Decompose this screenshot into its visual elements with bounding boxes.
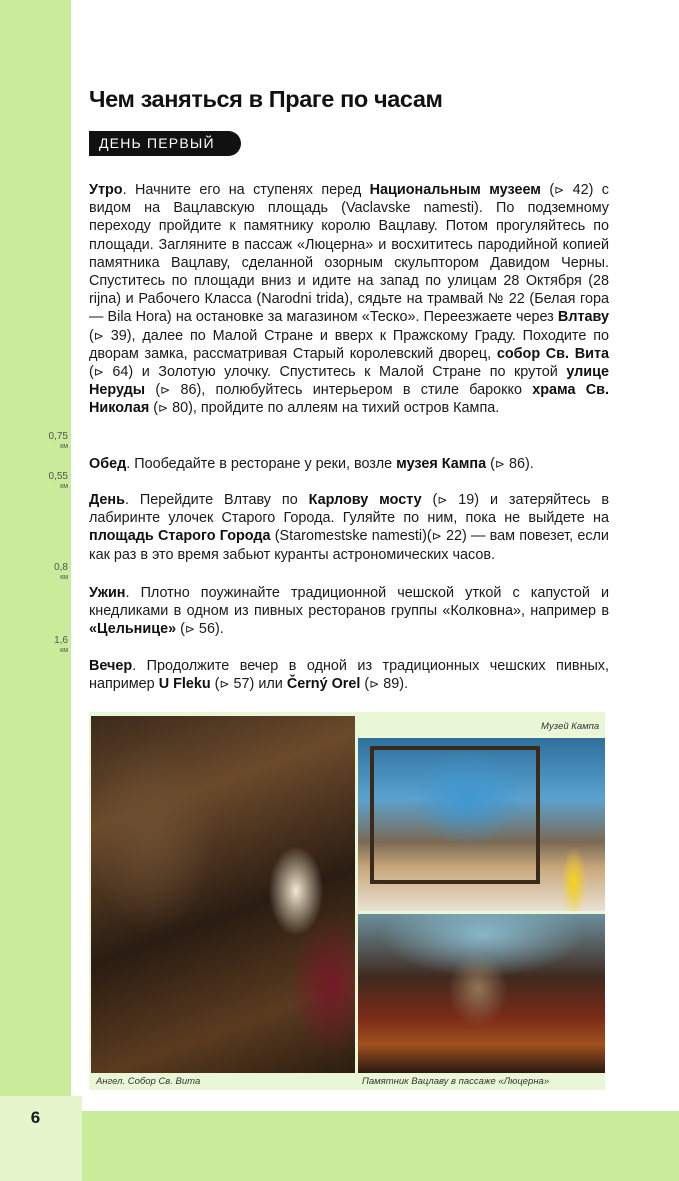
morning-paragraph xyxy=(89,181,609,418)
day-badge: ДЕНЬ ПЕРВЫЙ xyxy=(89,131,241,156)
text: ( xyxy=(210,676,220,693)
section-label: День xyxy=(89,492,125,508)
text: ( xyxy=(360,676,370,693)
section-label: Вечер xyxy=(89,658,133,674)
text: 56). xyxy=(194,621,224,638)
page-ref-arrow-icon: ⊳ xyxy=(184,622,195,637)
page-title: Чем заняться в Праге по часам xyxy=(89,86,443,112)
lucerna-photo-caption: Памятник Вацлаву в пассаже «Люцерна» xyxy=(362,1076,550,1087)
left-margin-band xyxy=(0,0,71,1096)
text: 39), далее по Малой Стране и вверх к Пражскому Граду. Походите по дворам замка, рассматривая Старый королевский дворец, xyxy=(89,327,609,362)
text: ( xyxy=(89,327,94,344)
text: ( xyxy=(176,621,185,638)
page-ref-arrow-icon: ⊳ xyxy=(369,677,380,692)
text: 42) с видом на Вацлавскую площадь (Vaclavske namesti). По подземному переходу пройдите к памятнику королю Вацлаву. Потом прогуляйтесь по площади. Загляните в пассаж «Люцерна» и восхититесь пародийной копией памятника Вацлаву, сделанной озорным скульптором Давидом Черны. Спуститесь по площади вниз и идите на запад по улицам 28 Октября (28 rijna) и Рабочего Класса (Narodni trida), сядьте на трамвай № 22 (Белая гора — Bila Hora) на остановке за магазином «Теско». Переезжаете через xyxy=(89,182,609,326)
text: . Начните его на ступенях перед xyxy=(122,182,370,198)
text: 89). xyxy=(379,676,409,693)
section-label: Обед xyxy=(89,456,127,472)
page-number: 6 xyxy=(30,1108,41,1127)
text: 86), полюбуйтесь интерьером в стиле барокко xyxy=(170,382,533,399)
dinner-paragraph xyxy=(89,584,609,639)
text: ( xyxy=(540,182,555,198)
place-name: Национальным музеем xyxy=(369,182,541,198)
page-ref-arrow-icon: ⊳ xyxy=(160,383,171,398)
section-label: Ужин xyxy=(89,585,126,601)
distance-marker xyxy=(36,636,68,654)
distance-unit: км xyxy=(60,442,68,450)
lucerna-statue-photo xyxy=(358,914,605,1073)
page-ref-arrow-icon: ⊳ xyxy=(554,183,565,197)
angel-photo-caption: Ангел. Собор Св. Вита xyxy=(96,1076,201,1087)
distance-value: 0,55 xyxy=(48,471,68,482)
text: ( xyxy=(145,382,161,399)
distance-value: 0,8 xyxy=(54,562,68,573)
distance-unit: км xyxy=(60,646,68,654)
day-paragraph xyxy=(89,491,609,564)
text: . Пообедайте в ресторане у реки, возле xyxy=(126,456,397,472)
place-name: Černý Orel xyxy=(286,676,361,693)
place-name: Влтаву xyxy=(557,309,609,326)
distance-unit: км xyxy=(60,573,68,581)
text: 64) и Золотую улочку. Спуститесь к Малой Стране по крутой xyxy=(103,364,567,381)
museum-photo-caption: Музей Кампа xyxy=(541,721,600,732)
distance-marker xyxy=(36,472,68,490)
text: ( xyxy=(149,400,159,417)
text: 80), пройдите по аллеям на тихий остров Кампа. xyxy=(168,400,500,417)
text: (Staromestske namesti)( xyxy=(270,528,432,545)
text: . Перейдите Влтаву по xyxy=(124,492,309,508)
section-label: Утро xyxy=(89,182,123,198)
text: 19) и затеряйтесь в лабиринте улочек Старого Города. Гуляйте по ним, пока не выйдете на xyxy=(89,492,609,527)
evening-paragraph xyxy=(89,657,609,693)
page-ref-arrow-icon: ⊳ xyxy=(158,401,169,416)
kampa-museum-photo xyxy=(358,738,605,911)
text: ( xyxy=(421,492,438,508)
place-name: музея Кампа xyxy=(396,456,487,472)
page-ref-arrow-icon: ⊳ xyxy=(437,493,448,507)
place-name: храма Св. Николая xyxy=(89,382,609,417)
place-name: собор Св. Вита xyxy=(496,345,610,362)
bottom-band xyxy=(82,1111,679,1181)
page-ref-arrow-icon: ⊳ xyxy=(494,457,505,471)
page-ref-arrow-icon: ⊳ xyxy=(431,529,442,544)
distance-unit: км xyxy=(60,482,68,490)
page-ref-arrow-icon: ⊳ xyxy=(93,365,104,380)
text: 57) или xyxy=(229,676,287,693)
place-name: Карлову мосту xyxy=(308,492,422,508)
distance-value: 0,75 xyxy=(48,431,68,442)
text: ( xyxy=(89,364,94,381)
angel-photo xyxy=(91,716,355,1073)
text: . Плотно поужинайте традиционной чешской уткой с капустой и кнедликами в одном из пивных ресторанов группы «Колковна», например в xyxy=(89,585,609,620)
text: 86). xyxy=(504,456,534,472)
distance-marker xyxy=(36,563,68,581)
place-name: площадь Старого Города xyxy=(89,528,271,545)
distance-marker xyxy=(36,432,68,450)
place-name: «Цельнице» xyxy=(89,621,177,638)
text: 22) — вам повезет, если как раз в это время забьют куранты астрономических часов. xyxy=(89,528,609,563)
place-name: улице Неруды xyxy=(89,364,609,399)
lunch-paragraph xyxy=(89,455,609,473)
text: ( xyxy=(486,456,495,472)
text: . Продолжите вечер в одной из традиционных чешских пивных, например xyxy=(89,658,609,693)
distance-value: 1,6 xyxy=(54,635,68,646)
page-ref-arrow-icon: ⊳ xyxy=(93,328,104,343)
page-ref-arrow-icon: ⊳ xyxy=(219,677,230,692)
place-name: U Fleku xyxy=(158,676,211,693)
